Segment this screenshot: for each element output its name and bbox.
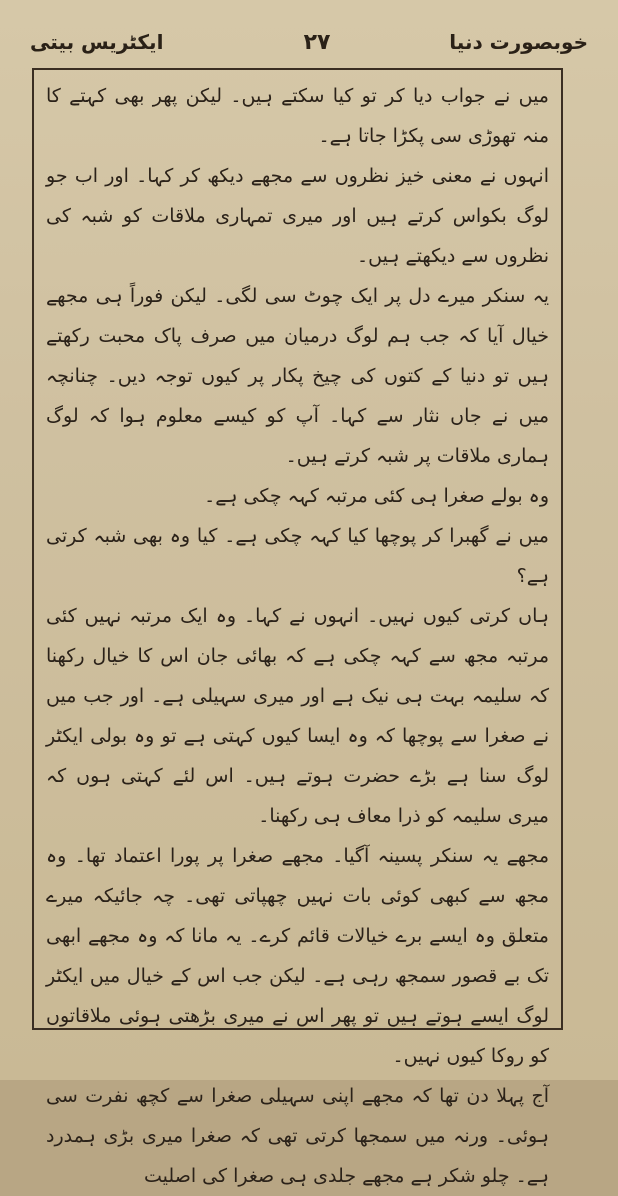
paragraph: میں نے گھبرا کر پوچھا کیا کہہ چکی ہے۔ کیا وہ بھی شبہ کرتی ہے؟ <box>46 525 549 587</box>
paragraph: وہ بولے صغرا ہی کئی مرتبہ کہہ چکی ہے۔ <box>204 485 549 507</box>
paragraph: میں نے جواب دیا کر تو کیا سکتے ہیں۔ لیکن پھر بھی کہتے کا منہ تھوڑی سی پکڑا جاتا ہے۔ <box>46 85 549 147</box>
paragraph: ہاں کرتی کیوں نہیں۔ انہوں نے کہا۔ وہ ایک مرتبہ نہیں کئی مرتبہ مجھ سے کہہ چکی ہے کہ بھائی جان اس کا خیال رکھنا کہ سلیمہ بہت ہی نیک ہے اور میری سہیلی ہے۔ اور جب میں نے صغرا سے پوچھا کہ وہ ایسا کیوں کہتی ہے تو وہ بولی ایکٹر لوگ سنا ہے بڑے حضرت ہوتے ہیں۔ اس لئے کہتی ہوں کہ میری سلیمہ کو ذرا معاف ہی رکھنا۔ <box>46 605 549 827</box>
body-text <box>40 76 555 1187</box>
paragraph: مجھے یہ سنکر پسینہ آگیا۔ مجھے صغرا پر پورا اعتماد تھا۔ وہ مجھ سے کبھی کوئی بات نہیں چھپاتی تھی۔ چہ جائیکہ میرے متعلق وہ ایسے برے خیالات قائم کرے۔ یہ مانا کہ وہ مجھے ابھی تک بے قصور سمجھ رہی ہے۔ لیکن جب اس کے خیال میں ایکٹر لوگ ایسے ہوتے ہیں تو پھر اس نے میری بڑھتی ہوئی ملاقاتوں کو روکا کیوں نہیں۔ <box>46 845 549 1067</box>
book-title: خوبصورت دنیا <box>449 30 588 54</box>
page-number: ۲۷ <box>303 30 331 55</box>
page-header <box>30 26 588 66</box>
paragraph: آج پہلا دن تھا کہ مجھے اپنی سہیلی صغرا سے کچھ نفرت سی ہوئی۔ ورنہ میں سمجھا کرتی تھی کہ صغرا میری بڑی ہمدرد ہے۔ چلو شکر ہے مجھے جلدی ہی صغرا کی اصلیت <box>46 1085 549 1187</box>
paragraph: یہ سنکر میرے دل پر ایک چوٹ سی لگی۔ لیکن فوراً ہی مجھے خیال آیا کہ جب ہم لوگ درمیان میں صرف پاک محبت رکھتے ہیں تو دنیا کے کتوں کی چیخ پکار پر کیوں توجہ دیں۔ چنانچہ میں نے جاں نثار سے کہا۔ آپ کو کیسے معلوم ہوا کہ لوگ ہماری ملاقات پر شبہ کرتے ہیں۔ <box>46 285 549 467</box>
chapter-title: ایکٹریس بیتی <box>30 30 164 54</box>
paragraph: انہوں نے معنی خیز نظروں سے مجھے دیکھ کر کہا۔ اور اب جو لوگ بکواس کرتے ہیں اور میری تمہاری ملاقات کو شبہ کی نظروں سے دیکھتے ہیں۔ <box>46 165 549 267</box>
